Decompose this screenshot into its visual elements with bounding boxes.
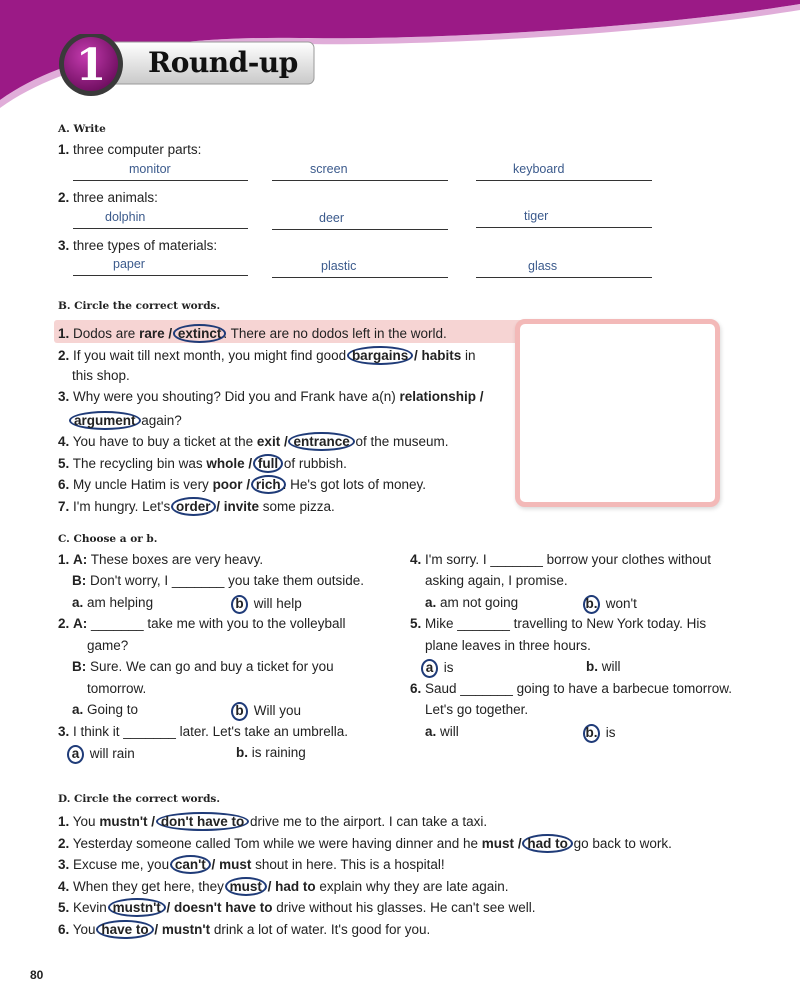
unit-number: 1	[75, 40, 107, 91]
c-q2-a: 2. A: _______ take me with you to the volleyball	[58, 616, 346, 631]
c-q6-opt-b[interactable]: b. is	[583, 724, 616, 743]
answer-blank[interactable]: screen	[272, 162, 448, 181]
section-b-item-5: 5. The recycling bin was whole / full of rubbish.	[58, 456, 347, 471]
c-q1-a: 1. A: These boxes are very heavy.	[58, 552, 264, 567]
c-q2-b: B: Sure. We can go and buy a ticket for you	[72, 659, 334, 674]
c-q1-opt-b[interactable]: b will help	[231, 595, 302, 614]
section-b-item-2-cont: this shop.	[72, 368, 130, 383]
c-q3: 3. I think it _______ later. Let's take an umbrella.	[58, 724, 349, 739]
section-d-item-1: 1. You mustn't / don't have to drive me to the airport. I can take a taxi.	[58, 814, 488, 829]
answer-blank[interactable]: tiger	[476, 209, 652, 228]
c-q4-opt-b[interactable]: b. won't	[583, 595, 637, 614]
section-c-title: C. Choose a or b.	[58, 533, 158, 545]
section-d-item-3: 3. Excuse me, you can't / must shout in here. This is a hospital!	[58, 857, 445, 872]
page-title: Round-up	[148, 46, 298, 79]
c-q4-cont: asking again, I promise.	[425, 573, 568, 588]
circled-answer[interactable]: must	[225, 877, 267, 896]
section-d-item-6: 6. You have to / mustn't drink a lot of water. It's good for you.	[58, 922, 431, 937]
answer-blank[interactable]: keyboard	[476, 162, 652, 181]
section-a-item-3: 3. three types of materials:	[58, 238, 218, 253]
circled-answer[interactable]: can't	[170, 855, 211, 874]
c-q5: 5. Mike _______ travelling to New York today. His	[410, 616, 707, 631]
section-b-item-3-cont: argument again?	[72, 411, 182, 430]
answer-blank[interactable]: paper	[73, 257, 248, 276]
circled-answer[interactable]: have to	[96, 920, 153, 939]
c-q5-opt-a[interactable]: a is	[421, 659, 454, 678]
section-b-item-3: 3. Why were you shouting? Did you and Frank have a(n) relationship /	[58, 389, 484, 404]
section-d-title: D. Circle the correct words.	[58, 793, 220, 805]
c-q2-b-cont: tomorrow.	[87, 681, 147, 696]
circled-answer[interactable]: had to	[522, 834, 573, 853]
answer-blank[interactable]: monitor	[73, 162, 248, 181]
section-b-title: B. Circle the correct words.	[58, 300, 221, 312]
circled-answer: b.	[583, 595, 600, 614]
circled-answer: b.	[583, 724, 600, 743]
section-b-item-2: 2. If you wait till next month, you might find good bargains / habits in	[58, 348, 476, 363]
circled-answer[interactable]: mustn't	[108, 898, 166, 917]
section-b-item-4: 4. You have to buy a ticket at the exit / entrance of the museum.	[58, 434, 449, 449]
answer-blank[interactable]: dolphin	[73, 210, 248, 229]
circled-answer[interactable]: entrance	[288, 432, 354, 451]
circled-answer[interactable]: extinct	[173, 324, 227, 343]
c-q1-b: B: Don't worry, I _______ you take them outside.	[72, 573, 364, 588]
circled-answer[interactable]: full	[253, 454, 283, 473]
c-q3-opt-b[interactable]: b. is raining	[236, 745, 306, 760]
c-q5-opt-b[interactable]: b. will	[586, 659, 621, 674]
section-a-item-2: 2. three animals:	[58, 190, 158, 205]
section-a-title: A. Write	[58, 123, 106, 135]
circled-answer: b	[231, 702, 248, 721]
photo-frame	[515, 319, 720, 507]
section-b-item-6: 6. My uncle Hatim is very poor / rich . He's got lots of money.	[58, 477, 426, 492]
answer-blank[interactable]: plastic	[272, 259, 448, 278]
section-d-item-4: 4. When they get here, they must / had to explain why they are late again.	[58, 879, 509, 894]
section-d-item-2: 2. Yesterday someone called Tom while we were having dinner and he must / had to go back to work.	[58, 836, 672, 851]
c-q6-cont: Let's go together.	[425, 702, 529, 717]
c-q4-opt-a[interactable]: a. am not going	[425, 595, 519, 610]
circled-answer[interactable]: don't have to	[156, 812, 249, 831]
answer-blank[interactable]: glass	[476, 259, 652, 278]
section-a-item-1: 1. three computer parts:	[58, 142, 202, 157]
circled-answer[interactable]: rich	[251, 475, 286, 494]
c-q4: 4. I'm sorry. I _______ borrow your clothes without	[410, 552, 711, 567]
c-q6-opt-a[interactable]: a. will	[425, 724, 459, 739]
circled-answer[interactable]: bargains	[347, 346, 413, 365]
c-q2-opt-a[interactable]: a. Going to	[72, 702, 139, 717]
circled-answer: a	[421, 659, 438, 678]
c-q2-opt-b[interactable]: b Will you	[231, 702, 301, 721]
circled-answer: b	[231, 595, 248, 614]
c-q5-cont: plane leaves in three hours.	[425, 638, 591, 653]
circled-answer: a	[67, 745, 84, 764]
c-q6: 6. Saud _______ going to have a barbecue tomorrow.	[410, 681, 733, 696]
c-q2-a-cont: game?	[87, 638, 129, 653]
circled-answer[interactable]: order	[171, 497, 216, 516]
page-number: 80	[30, 968, 44, 982]
answer-blank[interactable]: deer	[272, 211, 448, 230]
c-q3-opt-a[interactable]: a will rain	[67, 745, 135, 764]
section-d-item-5: 5. Kevin mustn't / doesn't have to drive without his glasses. He can't see well.	[58, 900, 536, 915]
c-q1-opt-a[interactable]: a. am helping	[72, 595, 154, 610]
circled-answer[interactable]: argument	[69, 411, 141, 430]
section-b-item-7: 7. I'm hungry. Let's order / invite some pizza.	[58, 499, 335, 514]
section-b-item-1: 1. Dodos are rare / extinct . There are no dodos left in the world.	[58, 326, 447, 341]
